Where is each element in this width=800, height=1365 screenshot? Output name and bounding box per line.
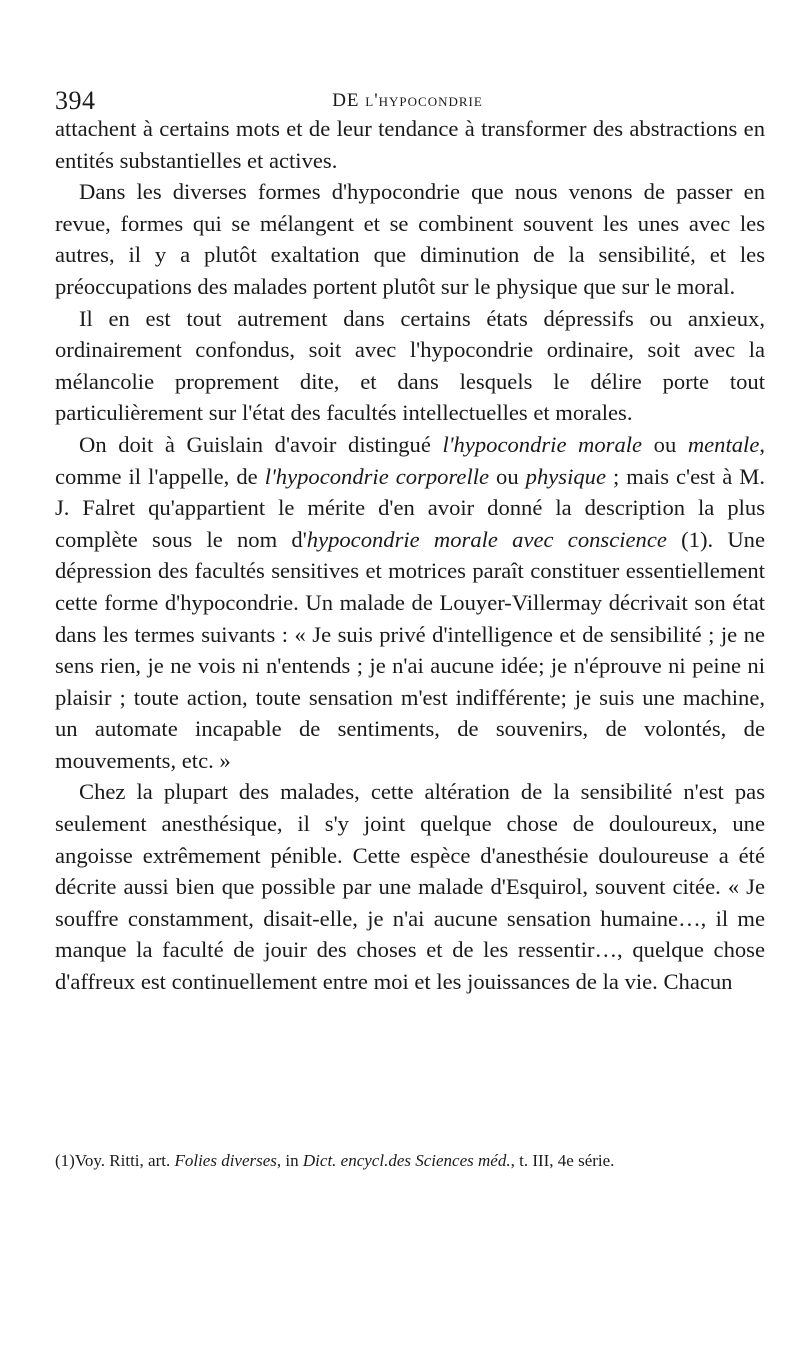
body-text [55, 113, 765, 998]
footnote-text-2: , in [276, 1151, 303, 1170]
footnote-article-title: Folies diverses [174, 1151, 277, 1170]
term-hypocondrie-morale: l'hypocondrie morale [442, 431, 643, 457]
paragraph-4-text-6: (1). Une dépression des facultés sensitives et motrices paraît constituer essentiellement cette forme d'hypocondrie. Un malade de Louyer-Villermay décrivait son état dans les termes suivants : « Je suis privé d'intelligence et de sensibilité ; je ne sens rien, je ne vois ni n'entends ; je n'ai aucune idée; je n'éprouve ni peine ni plaisir ; toute action, toute sensation m'est indifférente; je suis une machine, un automate incapable de sentiments, de souvenirs, de volontés, de mouvements, etc. » [55, 526, 766, 773]
term-mentale: mentale [687, 431, 760, 457]
page-number: 394 [55, 86, 96, 115]
paragraph-4 [55, 429, 765, 777]
term-hypocondrie-corporelle: l'hypocondrie corporelle [264, 463, 490, 489]
running-head-title: l'hypocondrie [365, 90, 483, 111]
paragraph-4-text-5: ; mais c'est à M. J. Falret qu'appartient le mérite d'en avoir donné la description la plus complète sous le nom d' [55, 463, 765, 552]
paragraph-3: Il en est tout autrement dans certains états dépressifs ou anxieux, ordinairement confondus, soit avec l'hypocondrie ordinaire, soit avec la mélancolie proprement dite, et dans lesquels le délire porte tout particulièrement sur l'état des facultés intellectuelles et morales. [55, 305, 765, 426]
paragraph-4-text-2: ou [642, 431, 688, 457]
footnote [55, 1150, 770, 1172]
footnote-text-3: , t. III, 4e série. [510, 1151, 615, 1170]
footnote-dictionary-title: Dict. encycl.des Sciences méd. [302, 1151, 511, 1170]
running-head-prefix: DE [332, 90, 366, 111]
paragraph-4-text-4: ou [489, 463, 526, 489]
paragraph-4-text-1: On doit à Guislain d'avoir distingué [79, 431, 443, 457]
paragraph-4-text-3: , comme il l'appelle, de [55, 431, 766, 489]
footnote-text-1: (1)Voy. Ritti, art. [55, 1151, 175, 1170]
paragraph-5: Chez la plupart des malades, cette altération de la sensibilité n'est pas seulement anesthésique, il s'y joint quelque chose de douloureux, une angoisse extrêmement pénible. Cette espèce d'anesthésie douloureuse a été décrite aussi bien que possible par une malade d'Esquirol, souvent citée. « Je souffre constamment, disait-elle, je n'ai aucune sensation humaine…, il me manque la faculté de jouir des choses et de les ressentir…, quelque chose d'affreux est continuellement entre moi et les jouissances de la vie. Chacun [55, 779, 765, 995]
paragraph-1: attachent à certains mots et de leur tendance à transformer des abstractions en entités substantielles et actives. [55, 116, 765, 173]
running-head [55, 90, 760, 112]
term-hypocondrie-morale-avec-conscience: hypocondrie morale avec conscience [306, 526, 667, 552]
term-physique: physique [525, 463, 606, 489]
paragraph-2: Dans les diverses formes d'hypocondrie que nous venons de passer en revue, formes qui se mélangent et se combinent souvent les unes avec les autres, il y a plutôt exaltation que diminution de la sensibilité, et les préoccupations des malades portent plutôt sur le physique que sur le moral. [55, 179, 765, 299]
